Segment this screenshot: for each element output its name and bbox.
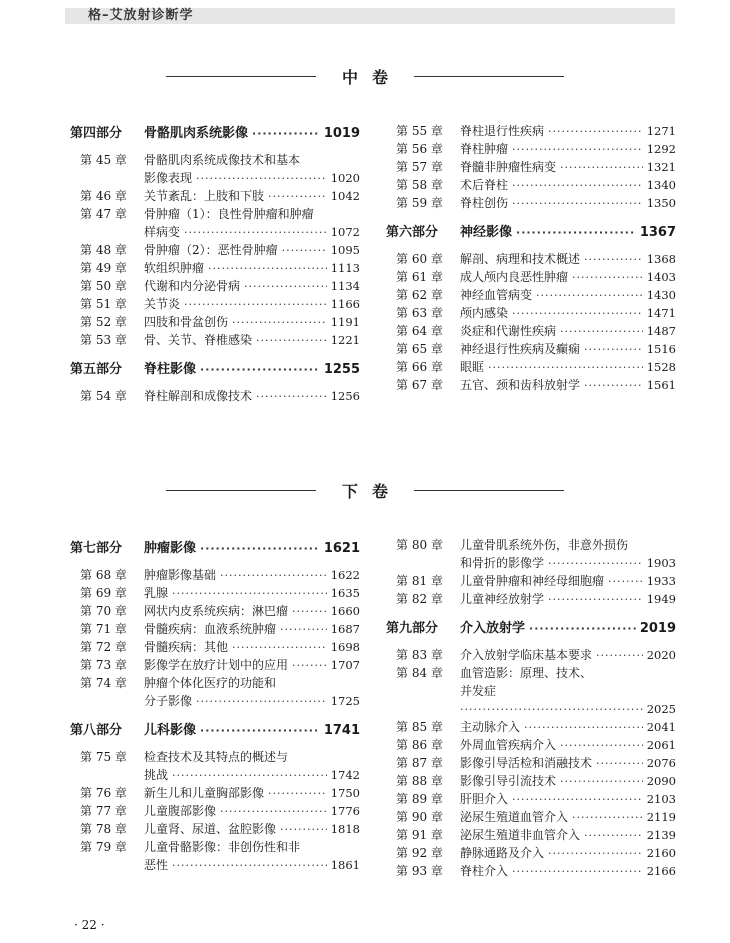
volume-title-middle	[65, 66, 665, 86]
toc-chapter[interactable]: 第 55 章 脊柱退行性疾病 ····· 1271	[386, 122, 676, 140]
toc-chapter[interactable]: 第 78 章 儿童肾、尿道、盆腔影像 ····· 1818	[70, 820, 360, 838]
toc-chapter-continued[interactable]: 分子影像 ····· 1725	[70, 692, 360, 710]
toc-chapter[interactable]: 第 53 章 骨、关节、脊椎感染 ····· 1221	[70, 331, 360, 349]
toc-chapter[interactable]: 第 72 章 骨髓疾病：其他 ····· 1698	[70, 638, 360, 656]
toc-chapter[interactable]: 第 68 章 肿瘤影像基础 ····· 1622	[70, 566, 360, 584]
toc-column-middle-left	[70, 123, 360, 405]
toc-column-middle-right	[386, 122, 676, 394]
toc-chapter[interactable]: 第 88 章 影像引导引流技术 ····· 2090	[386, 772, 676, 790]
toc-chapter[interactable]: 第 51 章 关节炎 ····· 1166	[70, 295, 360, 313]
toc-chapter[interactable]: 第 92 章 静脉通路及介入 ····· 2160	[386, 844, 676, 862]
toc-part[interactable]: 第七部分 肿瘤影像 ····· 1621	[70, 538, 360, 560]
toc-part[interactable]: 第五部分 脊柱影像 ····· 1255	[70, 359, 360, 381]
title-rule-right	[414, 490, 564, 491]
toc-chapter[interactable]: 第 62 章 神经血管病变 ····· 1430	[386, 286, 676, 304]
toc-chapter[interactable]: 第 48 章 骨肿瘤（2）：恶性骨肿瘤 ····· 1095	[70, 241, 360, 259]
volume-title-text: 下卷	[341, 481, 402, 501]
toc-part[interactable]: 第九部分 介入放射学 ····· 2019	[386, 618, 676, 640]
toc-chapter[interactable]: 第 77 章 儿童腹部影像 ····· 1776	[70, 802, 360, 820]
toc-chapter-continued[interactable]: 挑战 ····· 1742	[70, 766, 360, 784]
toc-chapter[interactable]: 第 57 章 脊髓非肿瘤性病变 ····· 1321	[386, 158, 676, 176]
toc-chapter[interactable]: 第 75 章 检查技术及其特点的概述与	[80, 750, 289, 764]
toc-part[interactable]: 第六部分 神经影像 ····· 1367	[386, 222, 676, 244]
toc-chapter[interactable]: 第 70 章 网状内皮系统疾病：淋巴瘤 ····· 1660	[70, 602, 360, 620]
toc-chapter[interactable]: 第 73 章 影像学在放疗计划中的应用 ····· 1707	[70, 656, 360, 674]
toc-chapter[interactable]: 第 83 章 介入放射学临床基本要求 ····· 2020	[386, 646, 676, 664]
toc-column-lower-left	[70, 538, 360, 874]
toc-chapter[interactable]: 第 66 章 眼眶 ····· 1528	[386, 358, 676, 376]
volume-title-lower	[65, 480, 665, 500]
toc-chapter[interactable]: 第 49 章 软组织肿瘤 ····· 1113	[70, 259, 360, 277]
toc-chapter[interactable]: 第 58 章 术后脊柱 ····· 1340	[386, 176, 676, 194]
toc-chapter[interactable]: 第 90 章 泌尿生殖道血管介入 ····· 2119	[386, 808, 676, 826]
toc-chapter[interactable]: 第 56 章 脊柱肿瘤 ····· 1292	[386, 140, 676, 158]
toc-chapter[interactable]: 第 79 章 儿童骨骼影像：非创伤性和非	[80, 840, 301, 854]
toc-chapter[interactable]: 第 47 章 骨肿瘤（1）：良性骨肿瘤和肿瘤	[80, 207, 314, 221]
title-rule-left	[166, 490, 316, 491]
toc-chapter[interactable]: 第 71 章 骨髓疾病：血液系统肿瘤 ····· 1687	[70, 620, 360, 638]
toc-chapter[interactable]: 第 81 章 儿童骨肿瘤和神经母细胞瘤 ····· 1933	[386, 572, 676, 590]
toc-chapter[interactable]: 第 69 章 乳腺 ····· 1635	[70, 584, 360, 602]
toc-column-lower-right	[386, 536, 676, 880]
toc-chapter[interactable]: 第 80 章 儿童骨肌系统外伤，非意外损伤	[396, 538, 629, 552]
toc-chapter-continued[interactable]: 样病变 ····· 1072	[70, 223, 360, 241]
toc-chapter[interactable]: 第 76 章 新生儿和儿童胸部影像 ····· 1750	[70, 784, 360, 802]
page-number: · 22 ·	[74, 918, 105, 932]
toc-chapter[interactable]: 第 45 章 骨骼肌肉系统成像技术和基本	[80, 153, 301, 167]
toc-chapter[interactable]: 第 93 章 脊柱介入 ····· 2166	[386, 862, 676, 880]
toc-chapter[interactable]: 第 61 章 成人颅内良恶性肿瘤 ····· 1403	[386, 268, 676, 286]
title-rule-left	[166, 76, 316, 77]
toc-chapter[interactable]: 第 85 章 主动脉介入 ····· 2041	[386, 718, 676, 736]
toc-chapter[interactable]: 第 82 章 儿童神经放射学 ····· 1949	[386, 590, 676, 608]
toc-chapter[interactable]: 第 63 章 颅内感染 ····· 1471	[386, 304, 676, 322]
running-header-title: 格–艾放射诊断学	[88, 8, 194, 23]
toc-chapter-page-line[interactable]: ····· 2025	[386, 700, 676, 718]
volume-title-text: 中卷	[341, 67, 402, 87]
toc-chapter[interactable]: 第 54 章 脊柱解剖和成像技术 ····· 1256	[70, 387, 360, 405]
toc-chapter[interactable]: 第 91 章 泌尿生殖道非血管介入 ····· 2139	[386, 826, 676, 844]
toc-chapter[interactable]: 第 50 章 代谢和内分泌骨病 ····· 1134	[70, 277, 360, 295]
toc-chapter-continued[interactable]: 并发症	[460, 684, 497, 698]
toc-chapter-continued[interactable]: 恶性 ····· 1861	[70, 856, 360, 874]
toc-chapter-continued[interactable]: 和骨折的影像学 ····· 1903	[386, 554, 676, 572]
toc-part[interactable]: 第八部分 儿科影像 ····· 1741	[70, 720, 360, 742]
toc-chapter[interactable]: 第 86 章 外周血管疾病介入 ····· 2061	[386, 736, 676, 754]
toc-part[interactable]: 第四部分 骨骼肌肉系统影像 ····· 1019	[70, 123, 360, 145]
toc-chapter[interactable]: 第 84 章 血管造影：原理、技术、	[396, 666, 593, 680]
toc-chapter[interactable]: 第 59 章 脊柱创伤 ····· 1350	[386, 194, 676, 212]
toc-chapter-continued[interactable]: 影像表现 ····· 1020	[70, 169, 360, 187]
toc-chapter[interactable]: 第 74 章 肿瘤个体化医疗的功能和	[80, 676, 277, 690]
toc-chapter[interactable]: 第 89 章 肝胆介入 ····· 2103	[386, 790, 676, 808]
toc-chapter[interactable]: 第 67 章 五官、颈和齿科放射学 ····· 1561	[386, 376, 676, 394]
toc-chapter[interactable]: 第 60 章 解剖、病理和技术概述 ····· 1368	[386, 250, 676, 268]
toc-chapter[interactable]: 第 52 章 四肢和骨盆创伤 ····· 1191	[70, 313, 360, 331]
toc-chapter[interactable]: 第 87 章 影像引导活检和消融技术 ····· 2076	[386, 754, 676, 772]
toc-chapter[interactable]: 第 65 章 神经退行性疾病及癫痫 ····· 1516	[386, 340, 676, 358]
title-rule-right	[414, 76, 564, 77]
toc-chapter[interactable]: 第 46 章 关节紊乱：上肢和下肢 ····· 1042	[70, 187, 360, 205]
toc-chapter[interactable]: 第 64 章 炎症和代谢性疾病 ····· 1487	[386, 322, 676, 340]
